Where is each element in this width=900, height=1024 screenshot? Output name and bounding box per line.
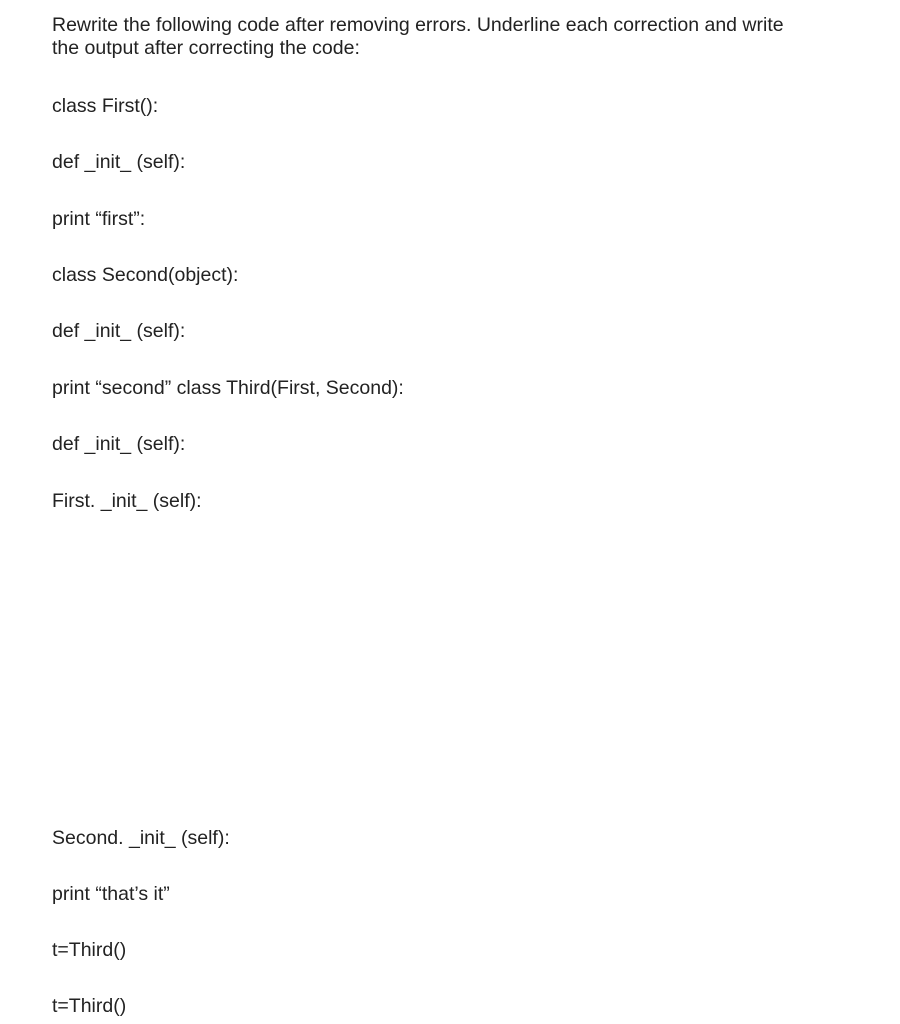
code-line: def _init_ (self): [52, 320, 186, 342]
code-line: class Second(object): [52, 264, 239, 286]
code-line: def _init_ (self): [52, 433, 186, 455]
code-line: print “that’s it” [52, 883, 170, 905]
code-line: Second. _init_ (self): [52, 827, 230, 849]
instruction-line-1: Rewrite the following code after removing errors. Underline each correction and write [52, 14, 784, 36]
code-line: t=Third() [52, 995, 127, 1017]
code-line: class First(): [52, 95, 159, 117]
instruction-line-2: the output after correcting the code: [52, 37, 360, 59]
code-line: t=Third() [52, 939, 127, 961]
code-line: def _init_ (self): [52, 151, 186, 173]
code-line: print “second” class Third(First, Second): [52, 377, 404, 399]
question-instruction [52, 14, 812, 60]
code-line: print “first”: [52, 208, 146, 230]
code-line: First. _init_ (self): [52, 490, 202, 512]
